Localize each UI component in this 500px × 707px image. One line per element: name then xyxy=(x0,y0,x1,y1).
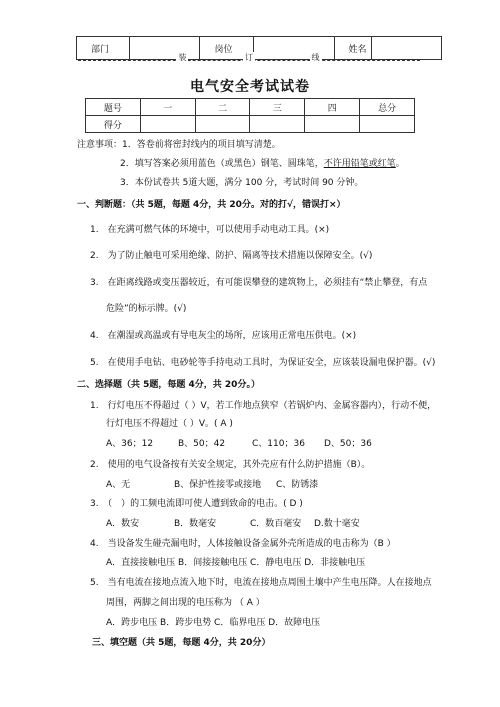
seal-char-2: 订 xyxy=(245,53,253,62)
seal-line-text xyxy=(78,52,420,63)
post-label: 岗位 xyxy=(200,37,253,60)
score-header-4: 四 xyxy=(305,99,360,116)
score-cell-1[interactable] xyxy=(140,116,195,133)
s2-q1-opt-c: C、110；36 xyxy=(252,439,305,449)
seal-char-1: 装 xyxy=(178,53,187,62)
s2-q3-opt-d: D.数十毫安 xyxy=(314,519,360,529)
score-row-label: 得分 xyxy=(86,116,141,133)
score-header-no: 题号 xyxy=(86,99,141,116)
s2-q1-line2: 行灯电压不得超过（ ）V。( A ) xyxy=(106,419,233,429)
score-cell-total[interactable] xyxy=(360,116,415,133)
s2-q5-line2: 周围，两脚之间出现的电压称为 （ A ） xyxy=(106,598,265,608)
name-label: 姓名 xyxy=(334,37,371,60)
dept-label: 部门 xyxy=(77,37,130,60)
seal-char-3: 线 xyxy=(311,53,320,62)
score-header-3: 三 xyxy=(250,99,305,116)
s1-q3-line1: 3. 在距离线路或变压器较近，有可能误攀登的建筑物上，必须挂有“禁止攀登，有点 xyxy=(90,278,428,288)
s1-q5: 5. 在使用手电钻、电砂轮等手持电动工具时，为保证安全，应该装设漏电保护器。(√) xyxy=(90,358,436,368)
s2-q3-opt-a: A．数安 xyxy=(106,519,140,529)
s1-q4: 4. 在潮湿或高温或有导电灰尘的场所，应该用正常电压供电。(×) xyxy=(90,331,357,341)
s2-q3: 3. （ ）的工频电流即可使人遭到致命的电击。( D ) xyxy=(90,499,303,509)
s2-q2: 2. 使用的电气设备按有关安全规定，其外壳应有什么防护措施（B）。 xyxy=(90,460,371,470)
s2-q2-opt-b: B、保护性接零或接地 xyxy=(174,480,262,490)
score-header-total: 总分 xyxy=(360,99,415,116)
note-2 xyxy=(120,158,405,170)
score-cell-3[interactable] xyxy=(250,116,305,133)
section3-heading: 三、填空题（共 5题，每题 4分，共 20分） xyxy=(92,638,271,648)
s2-q5-line1: 5. 当有电流在接地点流入地下时，电流在接地点周围土壤中产生电压降。人在接地点 xyxy=(90,578,432,588)
note-3: 3．本份试卷共 5道大题，满分 100 分，考试时间 90 分钟。 xyxy=(120,178,364,188)
note-2-end: 。 xyxy=(395,159,405,169)
s2-q2-opt-a: A、无 xyxy=(106,480,131,490)
s2-q1-line1: 1. 行灯电压不得超过（ ）V，若工作地点狭窄（若锅炉内、金属容器内），行动不便， xyxy=(90,401,437,411)
s2-q4: 4. 当设备发生碰壳漏电时，人体接触设备金属外壳所造成的电击称为（B ） xyxy=(90,539,396,549)
s2-q4-opts: A．直接接触电压 B．间接接触电压 C．静电电压 D．非接触电压 xyxy=(106,558,366,568)
note-1: 注意事项：1．答卷前将密封线内的项目填写清楚。 xyxy=(77,140,281,150)
s2-q3-opt-b: B．数毫安 xyxy=(174,519,217,529)
s1-q1: 1. 在充满可燃气体的环境中，可以使用手动电动工具。(×) xyxy=(90,225,330,235)
s2-q3-opt-c: C．数百毫安 xyxy=(250,519,302,529)
score-cell-2[interactable] xyxy=(195,116,250,133)
score-table xyxy=(85,98,415,133)
section2-heading: 二、选择题（共 5题，每题 4分，共 20分。） xyxy=(77,380,260,390)
s2-q1-opt-b: B、50；42 xyxy=(178,439,226,449)
s2-q2-opt-c: C、防锈漆 xyxy=(276,480,319,490)
score-header-2: 二 xyxy=(195,99,250,116)
s1-q2: 2. 为了防止触电可采用绝缘、防护、隔离等技术措施以保障安全。(√) xyxy=(90,251,373,261)
score-cell-4[interactable] xyxy=(305,116,360,133)
note-2-text: 2．填写答案必须用蓝色（或黑色）钢笔、圆珠笔， xyxy=(120,159,324,169)
s2-q5-opts: A．跨步电压 B．跨步电势 C．临界电压 D．故障电压 xyxy=(106,618,321,628)
page-title: 电气安全考试试卷 xyxy=(190,79,310,95)
s1-q3-line2: 危险”的标示牌。(√) xyxy=(106,304,187,314)
s2-q1-opt-d: D、50；36 xyxy=(324,439,372,449)
section1-heading: 一、判断题：（共 5题，每题 4分，共 20分。对的打√，错误打×） xyxy=(77,200,346,210)
score-header-1: 一 xyxy=(140,99,195,116)
s2-q1-opt-a: A、36；12 xyxy=(106,439,154,449)
note-2-underlined: 不许用铅笔或红笔 xyxy=(323,159,396,169)
